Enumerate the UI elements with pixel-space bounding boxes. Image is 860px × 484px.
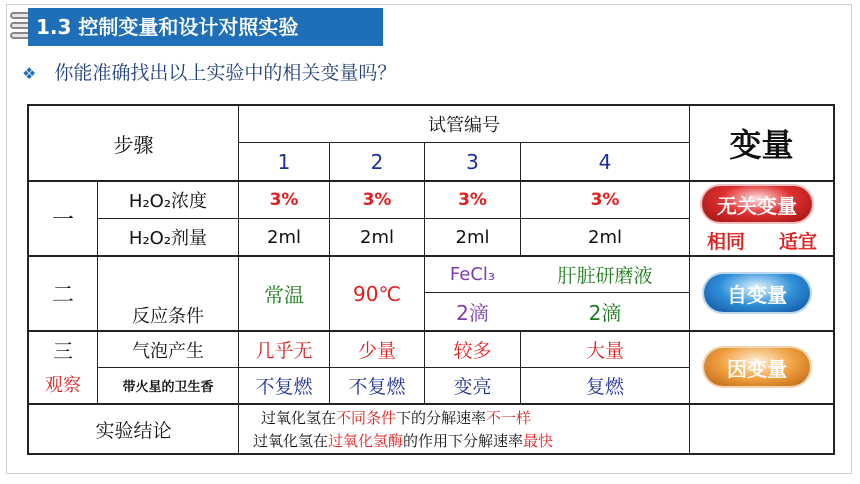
condition-label: 反应条件 <box>132 306 204 327</box>
tube-number: 4 <box>598 149 612 174</box>
dependent-variable-badge: 因变量 <box>704 348 810 386</box>
independent-variable-badge: 自变量 <box>704 274 810 312</box>
suitable-label: 适宜 <box>778 230 817 253</box>
dose-label: H₂O₂剂量 <box>128 228 208 249</box>
concentration-value: 3% <box>269 190 299 210</box>
splint-value: 不复燃 <box>348 376 406 398</box>
bubble-value: 几乎无 <box>255 340 313 362</box>
steps-header: 步骤 <box>113 132 154 157</box>
question-line <box>22 58 396 85</box>
conclusion-line-2: 过氧化氢在 过氧化氢酶 的作用下分解速率 最快 <box>253 431 554 450</box>
bubble-value: 较多 <box>453 340 492 362</box>
same-label: 相同 <box>706 230 745 253</box>
question-text: 你能准确找出以上实验中的相关变量吗？ <box>54 62 397 84</box>
tube-number: 3 <box>466 149 479 174</box>
conclusion-line-1: 过氧化氢在 不同条件 下的分解速率 不一样 <box>261 408 532 427</box>
dose-value: 2ml <box>455 226 490 248</box>
splint-label: 带火星的卫生香 <box>122 380 214 395</box>
splint-value: 不复燃 <box>255 376 313 398</box>
observe-label: 观察 <box>45 375 81 396</box>
step-two: 二 <box>51 283 74 308</box>
liver-extract-drops: 2滴 <box>588 301 622 325</box>
concentration-value: 3% <box>362 190 392 210</box>
fecl3-drops: 2滴 <box>456 301 489 325</box>
concentration-value: 3% <box>590 190 620 210</box>
bubble-label: 气泡产生 <box>132 340 204 362</box>
bubble-value: 少量 <box>357 340 396 362</box>
splint-value: 变亮 <box>453 376 492 398</box>
liver-extract-label: 肝脏研磨液 <box>557 265 653 287</box>
condition-value: 90℃ <box>353 281 401 306</box>
diamond-bullet-icon: ❖ <box>22 64 37 83</box>
step-three: 三 <box>53 338 73 363</box>
splint-value: 复燃 <box>585 376 624 398</box>
dose-value: 2ml <box>360 226 394 248</box>
conclusion-label: 实验结论 <box>95 419 172 442</box>
concentration-label: H₂O₂浓度 <box>128 191 208 212</box>
condition-value: 常温 <box>264 283 304 307</box>
dose-value: 2ml <box>588 226 622 248</box>
variable-header: 变量 <box>729 126 794 164</box>
section-title: 1.3 控制变量和设计对照实验 <box>36 15 299 39</box>
bubble-value: 大量 <box>585 340 624 362</box>
section-title-bar <box>28 8 383 46</box>
tube-number: 1 <box>277 149 291 174</box>
tube-number: 2 <box>370 149 384 174</box>
fecl3-label: FeCl₃ <box>449 264 496 285</box>
concentration-value: 3% <box>458 190 487 210</box>
dose-value: 2ml <box>267 226 301 248</box>
tubes-header: 试管编号 <box>428 115 500 136</box>
irrelevant-variable-badge: 无关变量 <box>702 186 812 222</box>
step-one: 一 <box>51 208 74 233</box>
